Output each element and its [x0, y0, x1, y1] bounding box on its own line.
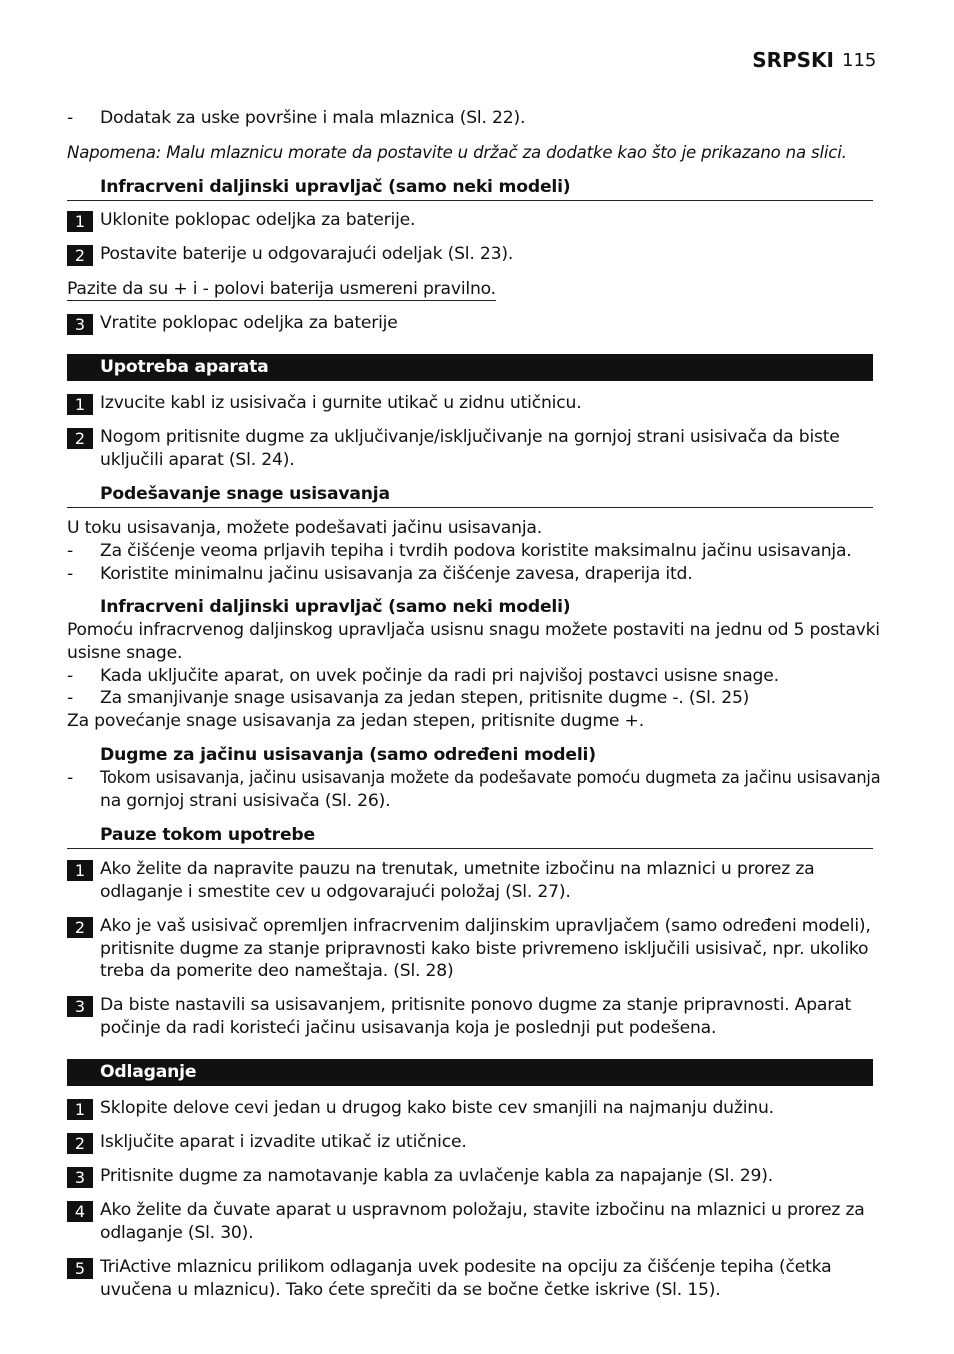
step-text: uključili aparat (Sl. 24).: [100, 450, 295, 470]
step-number: 5: [67, 1258, 93, 1279]
step-number: 1: [67, 1099, 93, 1120]
dash-bullet: -: [67, 541, 74, 561]
step-text: Postavite baterije u odgovarajući odeljak (Sl. 23).: [100, 244, 514, 264]
dash-bullet: -: [67, 688, 74, 708]
page-number: 115: [842, 50, 877, 71]
step-text: Ako želite da napravite pauzu na trenutak, umetnite izbočinu na mlaznici u prorez za: [100, 859, 815, 879]
paragraph: usisne snage.: [67, 643, 183, 663]
dash-bullet: -: [67, 666, 74, 686]
section-heading-remote: Infracrveni daljinski upravljač (samo neki modeli): [100, 177, 571, 197]
section-heading-knob: Dugme za jačinu usisavanja (samo određeni modeli): [100, 745, 596, 765]
step-text: Isključite aparat i izvadite utikač iz utičnice.: [100, 1132, 467, 1152]
step-text: Da biste nastavili sa usisavanjem, pritisnite ponovo dugme za stanje pripravnosti. Aparat: [100, 995, 852, 1015]
section-title: Odlaganje: [100, 1062, 197, 1082]
step-number: 2: [67, 245, 93, 266]
step-text: Vratite poklopac odeljka za baterije: [100, 313, 398, 333]
step-text: Pritisnite dugme za namotavanje kabla za uvlačenje kabla za napajanje (Sl. 29).: [100, 1166, 774, 1186]
step-text: uvučena u mlaznicu). Tako ćete sprečiti da se bočne četke iskrive (Sl. 15).: [100, 1280, 721, 1300]
heading-rule: [67, 848, 873, 849]
step-text: odlaganje (Sl. 30).: [100, 1223, 254, 1243]
step-number: 1: [67, 211, 93, 232]
step-number: 4: [67, 1201, 93, 1222]
list-item: Za smanjivanje snage usisavanja za jedan stepen, pritisnite dugme -. (Sl. 25): [100, 688, 750, 708]
section-heading-pause: Pauze tokom upotrebe: [100, 825, 315, 845]
list-item: Tokom usisavanja, jačinu usisavanja možete da podešavate pomoću dugmeta za jačinu usisavanja: [100, 768, 881, 788]
step-number: 3: [67, 314, 93, 335]
step-text: pritisnite dugme za stanje pripravnosti kako biste privremeno isključili usisivač, npr. ukoliko: [100, 939, 869, 959]
list-item: Kada uključite aparat, on uvek počinje da radi pri najvišoj postavci usisne snage.: [100, 666, 779, 686]
dash-bullet: -: [67, 564, 74, 584]
step-text: Sklopite delove cevi jedan u drugog kako biste cev smanjili na najmanju dužinu.: [100, 1098, 774, 1118]
section-heading-remote: Infracrveni daljinski upravljač (samo neki modeli): [100, 597, 571, 617]
step-text: Uklonite poklopac odeljka za baterije.: [100, 210, 416, 230]
paragraph: Za povećanje snage usisavanja za jedan stepen, pritisnite dugme +.: [67, 711, 644, 731]
section-title: Upotreba aparata: [100, 357, 269, 377]
list-item: Koristite minimalnu jačinu usisavanja za čišćenje zavesa, draperija itd.: [100, 564, 693, 584]
step-number: 3: [67, 1167, 93, 1188]
section-heading-power: Podešavanje snage usisavanja: [100, 484, 390, 504]
section-bar-use: [67, 354, 873, 381]
step-text: Izvucite kabl iz usisivača i gurnite utikač u zidnu utičnicu.: [100, 393, 582, 413]
step-text: Ako želite da čuvate aparat u uspravnom položaju, stavite izbočinu na mlaznici u prorez za: [100, 1200, 865, 1220]
step-text: treba da pomerite deo nameštaja. (Sl. 28): [100, 961, 454, 981]
step-number: 1: [67, 860, 93, 881]
step-text: odlaganje i smestite cev u odgovarajući položaj (Sl. 27).: [100, 882, 571, 902]
step-number: 3: [67, 996, 93, 1017]
step-number: 2: [67, 1133, 93, 1154]
step-text: Ako je vaš usisivač opremljen infracrvenim daljinskim upravljačem (samo određeni modeli),: [100, 916, 871, 936]
section-bar-storage: [67, 1059, 873, 1086]
list-item: na gornjoj strani usisivača (Sl. 26).: [100, 791, 391, 811]
step-number: 1: [67, 394, 93, 415]
step-number: 2: [67, 917, 93, 938]
paragraph: Pomoću infracrvenog daljinskog upravljača usisnu snagu možete postaviti na jednu od 5 postavki: [67, 620, 880, 640]
step-text: počinje da radi koristeći jačinu usisavanja koja je poslednji put podešena.: [100, 1018, 717, 1038]
list-item: Za čišćenje veoma prljavih tepiha i tvrdih podova koristite maksimalnu jačinu usisavanja.: [100, 541, 852, 561]
note-text: Napomena: Malu mlaznicu morate da postavite u držač za dodatke kao što je prikazano na slici.: [67, 143, 847, 162]
polarity-note: [67, 279, 496, 299]
paragraph: U toku usisavanja, možete podešavati jačinu usisavanja.: [67, 518, 542, 538]
polarity-note-text: Pazite da su + i - polovi baterija usmereni pravilno.: [67, 279, 496, 299]
step-text: Nogom pritisnite dugme za uključivanje/isključivanje na gornjoj strani usisivača da biste: [100, 427, 840, 447]
step-number: 2: [67, 428, 93, 449]
language-label: SRPSKI: [752, 48, 834, 72]
heading-rule: [67, 200, 873, 201]
dash-bullet: -: [67, 108, 74, 128]
dash-bullet: -: [67, 768, 74, 788]
list-item: Dodatak za uske površine i mala mlaznica (Sl. 22).: [100, 108, 526, 128]
step-text: TriActive mlaznicu prilikom odlaganja uvek podesite na opciju za čišćenje tepiha (četka: [100, 1257, 832, 1277]
heading-rule: [67, 507, 873, 508]
